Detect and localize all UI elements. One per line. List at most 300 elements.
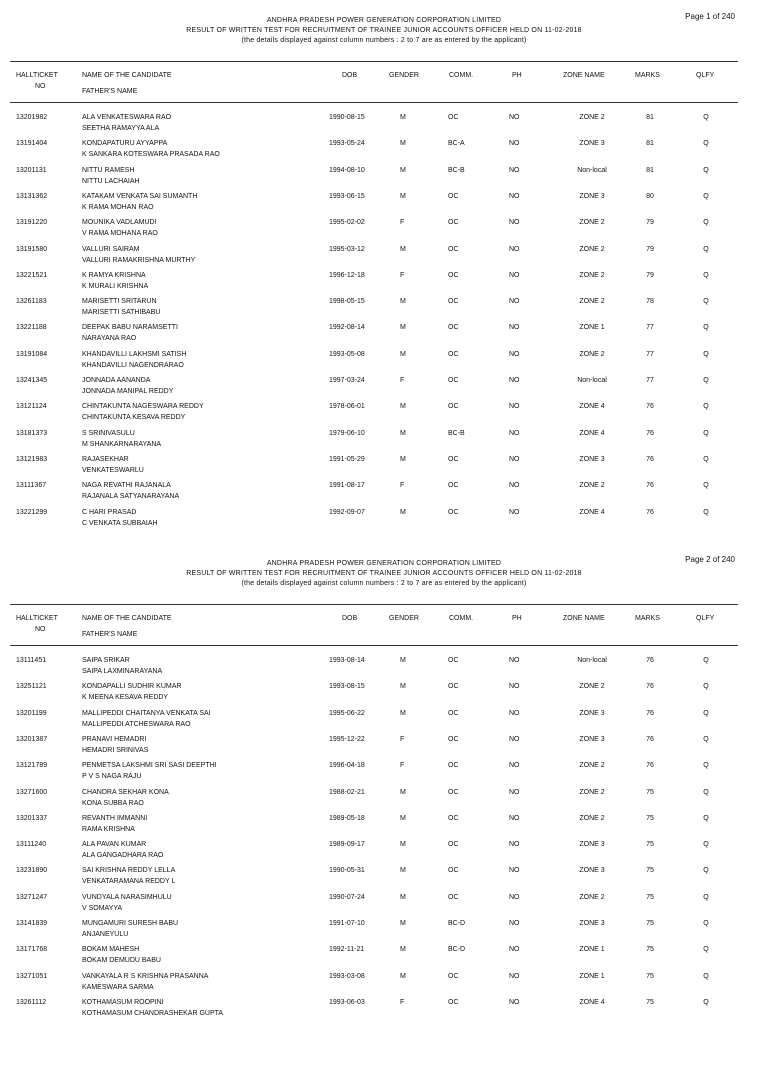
father-name: KOTHAMASUM CHANDRASHEKAR GUPTA (82, 1009, 224, 1017)
candidate-cell (82, 401, 204, 423)
community-cell: OC (448, 762, 459, 770)
ph-cell: NO (509, 972, 520, 980)
qlfy-cell: Q (703, 788, 709, 796)
community-cell: OC (448, 324, 459, 332)
marks-cell: 81 (646, 140, 654, 148)
col-ph: PH (512, 72, 522, 79)
candidate-cell (82, 322, 178, 344)
table-row (0, 217, 768, 243)
candidate-name: PRANAVI HEMADRI (82, 735, 147, 743)
community-cell: OC (448, 455, 459, 463)
marks-cell: 77 (646, 324, 654, 332)
candidate-cell (82, 918, 178, 940)
qlfy-cell: Q (703, 867, 709, 875)
gender-cell: M (400, 893, 406, 901)
gender-cell: M (400, 324, 406, 332)
dob-cell: 1990-05-31 (329, 867, 365, 875)
candidate-cell (82, 944, 161, 966)
hallticket-cell: 13221299 (16, 508, 48, 516)
community-cell: OC (448, 814, 459, 822)
ph-cell: NO (509, 998, 520, 1006)
community-cell: BC-D (448, 920, 466, 927)
hallticket-cell: 13221521 (16, 271, 48, 279)
ph-cell: NO (509, 867, 520, 875)
community-cell: OC (448, 893, 459, 901)
hallticket-cell: 13121124 (16, 403, 47, 411)
qlfy-cell: Q (703, 920, 709, 927)
col-candidate-name: NAME OF THE CANDIDATE (82, 615, 172, 622)
candidate-cell (82, 681, 181, 703)
table-row (0, 655, 768, 681)
marks-cell: 76 (646, 429, 654, 437)
candidate-cell (82, 997, 223, 1019)
ph-cell: NO (509, 762, 520, 770)
dob-cell: 1993-06-03 (329, 998, 365, 1006)
candidate-name: SAI KRISHNA REDDY LELLA (82, 867, 176, 875)
candidate-cell (82, 191, 197, 213)
table-row (0, 507, 768, 533)
applicant-note: (the details displayed against column numbers : 2 to 7 are as entered by the applicant) (241, 580, 527, 587)
father-name: K RAMA MOHAN RAO (82, 203, 154, 211)
col-dob: DOB (342, 615, 358, 622)
table-row (0, 165, 768, 191)
organization-title: ANDHRA PRADESH POWER GENERATION CORPORATION LIMITED (266, 17, 502, 24)
qlfy-cell: Q (703, 219, 709, 227)
qlfy-cell: Q (703, 114, 709, 121)
candidate-cell (82, 734, 148, 756)
candidate-name: NITTU RAMESH (82, 166, 135, 174)
candidate-name: KOTHAMASUM ROOPINI (82, 998, 164, 1006)
hallticket-cell: 13261112 (16, 998, 47, 1006)
gender-cell: F (400, 482, 405, 490)
ph-cell: NO (509, 508, 520, 516)
zone-cell: ZONE 2 (579, 788, 605, 796)
hallticket-cell: 13191084 (16, 350, 48, 358)
community-cell: OC (448, 114, 459, 121)
qlfy-cell: Q (703, 508, 709, 516)
hallticket-cell: 13271247 (16, 893, 48, 901)
father-name: KAMESWARA SARMA (82, 983, 154, 991)
dob-cell: 1990-08-15 (329, 114, 365, 121)
candidate-name: VALLURI SAIRAM (82, 245, 140, 253)
table-row (0, 708, 768, 734)
community-cell: OC (448, 508, 459, 516)
father-name: CHINTAKUNTA KESAVA REDDY (82, 414, 186, 422)
community-cell: OC (448, 841, 459, 849)
hallticket-cell: 13241345 (16, 377, 48, 384)
community-cell: OC (448, 972, 459, 980)
table-row (0, 454, 768, 480)
candidate-cell (82, 244, 195, 266)
candidate-name: CHINTAKUNTA NAGESWARA REDDY (82, 403, 204, 411)
gender-cell: M (400, 788, 406, 796)
zone-cell: ZONE 3 (579, 735, 605, 743)
table-row (0, 813, 768, 839)
candidate-name: MOUNIKA VADLAMUDI (82, 219, 157, 227)
dob-cell: 1993-05-08 (329, 350, 365, 358)
table-row (0, 428, 768, 454)
marks-cell: 75 (646, 972, 654, 980)
dob-cell: 1993-08-15 (329, 683, 365, 691)
marks-cell: 75 (646, 946, 654, 954)
zone-cell: ZONE 3 (579, 841, 605, 849)
father-name: ALA GANGADHARA RAO (82, 852, 164, 860)
ph-cell: NO (509, 271, 520, 279)
col-hallticket: HALLTICKET (16, 72, 58, 79)
candidate-cell (82, 296, 160, 318)
table-row (0, 681, 768, 707)
col-hallticket-no: NO (35, 83, 46, 90)
hallticket-cell: 13141839 (16, 920, 48, 927)
hallticket-cell: 13191220 (16, 219, 48, 227)
zone-cell: ZONE 2 (579, 814, 605, 822)
col-gender: GENDER (389, 615, 419, 622)
gender-cell: F (400, 762, 405, 770)
dob-cell: 1989-09-17 (329, 841, 365, 849)
marks-cell: 79 (646, 219, 654, 227)
marks-cell: 75 (646, 814, 654, 822)
dob-cell: 1995-02-02 (329, 219, 365, 227)
qlfy-cell: Q (703, 245, 709, 253)
marks-cell: 75 (646, 867, 654, 875)
marks-cell: 75 (646, 998, 654, 1006)
candidate-cell (82, 507, 158, 529)
candidate-name: CHANDRA SEKHAR KONA (82, 788, 169, 796)
dob-cell: 1978-06-01 (329, 403, 365, 411)
col-marks: MARKS (635, 615, 660, 622)
candidate-cell (82, 813, 147, 835)
father-name: V RAMA MOHANA RAO (82, 230, 158, 238)
candidate-cell (82, 760, 217, 782)
zone-cell: ZONE 3 (579, 140, 605, 148)
candidate-name: NAGA REVATHI RAJANALA (82, 482, 171, 490)
dob-cell: 1990-07-24 (329, 893, 365, 901)
zone-cell: ZONE 2 (579, 114, 605, 121)
col-ph: PH (512, 615, 522, 622)
result-page (0, 543, 768, 1083)
candidate-cell (82, 165, 140, 187)
candidate-name: C HARI PRASAD (82, 508, 137, 516)
marks-cell: 81 (646, 166, 654, 174)
dob-cell: 1992-11-21 (329, 946, 365, 954)
col-zone-name: ZONE NAME (563, 615, 605, 622)
community-cell: OC (448, 867, 459, 875)
qlfy-cell: Q (703, 972, 709, 980)
table-row (0, 322, 768, 348)
gender-cell: M (400, 508, 406, 516)
community-cell: OC (448, 683, 459, 691)
hallticket-cell: 13271600 (16, 788, 48, 796)
marks-cell: 75 (646, 920, 654, 927)
dob-cell: 1993-08-14 (329, 657, 365, 664)
zone-cell: ZONE 2 (579, 893, 605, 901)
zone-cell: ZONE 3 (579, 192, 605, 200)
zone-cell: ZONE 1 (579, 324, 605, 332)
qlfy-cell: Q (703, 762, 709, 770)
gender-cell: F (400, 271, 405, 279)
community-cell: OC (448, 245, 459, 253)
candidate-cell (82, 112, 171, 134)
table-row (0, 401, 768, 427)
father-name: KHANDAVILLI NAGENDRARAO (82, 361, 184, 369)
zone-cell: ZONE 4 (579, 998, 605, 1006)
dob-cell: 1991-08-17 (329, 482, 365, 490)
col-qlfy: QLFY (696, 72, 715, 79)
father-name: MARISETTI SATHIBABU (82, 309, 161, 317)
zone-cell: ZONE 4 (579, 508, 605, 516)
result-title: RESULT OF WRITTEN TEST FOR RECRUITMENT OF TRAINEE JUNIOR ACCOUNTS OFFICER HELD ON 11-02-2018 (186, 570, 582, 577)
zone-cell: ZONE 2 (579, 245, 605, 253)
zone-cell: Non-local (577, 377, 607, 384)
table-row (0, 918, 768, 944)
table-row (0, 971, 768, 997)
ph-cell: NO (509, 377, 520, 384)
candidate-name: RAJASEKHAR (82, 455, 129, 463)
zone-cell: ZONE 2 (579, 762, 605, 770)
gender-cell: M (400, 657, 406, 664)
result-page (0, 0, 768, 540)
result-title: RESULT OF WRITTEN TEST FOR RECRUITMENT OF TRAINEE JUNIOR ACCOUNTS OFFICER HELD ON 11-02-2018 (186, 27, 582, 34)
candidate-name: REVANTH IMMANNI (82, 814, 148, 822)
col-father-name: FATHER'S NAME (82, 88, 138, 95)
father-name: RAMA KRISHNA (82, 825, 135, 833)
table-row (0, 349, 768, 375)
dob-cell: 1993-05-24 (329, 140, 365, 148)
qlfy-cell: Q (703, 998, 709, 1006)
marks-cell: 80 (646, 192, 654, 200)
qlfy-cell: Q (703, 324, 709, 332)
dob-cell: 1995-03-12 (329, 245, 365, 253)
hallticket-cell: 13201337 (16, 814, 48, 822)
marks-cell: 76 (646, 762, 654, 770)
header-bottom-rule (10, 645, 738, 646)
qlfy-cell: Q (703, 893, 709, 901)
zone-cell: ZONE 2 (579, 298, 605, 306)
marks-cell: 76 (646, 683, 654, 691)
community-cell: BC-B (448, 429, 465, 437)
qlfy-cell: Q (703, 482, 709, 490)
qlfy-cell: Q (703, 709, 709, 717)
qlfy-cell: Q (703, 683, 709, 691)
col-father-name: FATHER'S NAME (82, 631, 138, 638)
table-row (0, 270, 768, 296)
hallticket-cell: 13111240 (16, 841, 47, 849)
gender-cell: F (400, 377, 405, 384)
father-name: JONNADA MANIPAL REDDY (82, 388, 174, 395)
table-row (0, 375, 768, 401)
dob-cell: 1991-07-10 (329, 920, 365, 927)
community-cell: BC-B (448, 166, 465, 174)
zone-cell: ZONE 2 (579, 271, 605, 279)
marks-cell: 76 (646, 657, 654, 664)
candidate-cell (82, 839, 163, 861)
father-name: MALLIPEDDI ATCHESWARA RAO (82, 720, 191, 728)
hallticket-cell: 13121789 (16, 762, 48, 770)
gender-cell: M (400, 814, 406, 822)
col-qlfy: QLFY (696, 615, 715, 622)
community-cell: OC (448, 377, 459, 384)
father-name: SAIPA LAXMINARAYANA (82, 668, 163, 675)
ph-cell: NO (509, 814, 520, 822)
header-top-rule (10, 604, 738, 605)
community-cell: OC (448, 657, 459, 664)
qlfy-cell: Q (703, 350, 709, 358)
qlfy-cell: Q (703, 166, 709, 174)
hallticket-cell: 13251121 (16, 683, 47, 691)
header-top-rule (10, 61, 738, 62)
candidate-name: BOKAM MAHESH (82, 946, 140, 954)
table-row (0, 734, 768, 760)
gender-cell: F (400, 998, 405, 1006)
dob-cell: 1997-03-24 (329, 377, 365, 384)
zone-cell: ZONE 3 (579, 455, 605, 463)
father-name: VENKATESWARLU (82, 466, 144, 474)
qlfy-cell: Q (703, 841, 709, 849)
father-name: M SHANKARNARAYANA (82, 440, 162, 448)
marks-cell: 76 (646, 735, 654, 743)
candidate-cell (82, 217, 158, 239)
candidate-name: KONDAPATURU AYYAPPA (82, 140, 168, 148)
marks-cell: 76 (646, 482, 654, 490)
father-name: K MURALI KRISHNA (82, 282, 149, 290)
zone-cell: ZONE 2 (579, 482, 605, 490)
candidate-name: ALA PAVAN KUMAR (82, 841, 147, 849)
community-cell: OC (448, 482, 459, 490)
candidate-name: KATAKAM VENKATA SAI SUMANTH (82, 192, 198, 200)
zone-cell: ZONE 1 (579, 946, 605, 954)
table-row (0, 138, 768, 164)
dob-cell: 1991-05-29 (329, 455, 365, 463)
ph-cell: NO (509, 893, 520, 901)
gender-cell: F (400, 735, 405, 743)
ph-cell: NO (509, 455, 520, 463)
table-row (0, 997, 768, 1023)
marks-cell: 76 (646, 403, 654, 411)
community-cell: OC (448, 788, 459, 796)
candidate-cell (82, 270, 148, 292)
table-row (0, 480, 768, 506)
father-name: ANJANEYULU (82, 931, 129, 938)
qlfy-cell: Q (703, 735, 709, 743)
qlfy-cell: Q (703, 946, 709, 954)
candidate-name: JONNADA AANANDA (82, 377, 151, 384)
ph-cell: NO (509, 403, 520, 411)
candidate-name: SAIPA SRIKAR (82, 657, 130, 664)
candidate-cell (82, 428, 161, 450)
zone-cell: ZONE 4 (579, 429, 605, 437)
ph-cell: NO (509, 429, 520, 437)
marks-cell: 78 (646, 298, 654, 306)
gender-cell: M (400, 403, 406, 411)
gender-cell: M (400, 709, 406, 717)
candidate-cell (82, 787, 169, 809)
community-cell: BC-D (448, 946, 466, 954)
zone-cell: Non-local (577, 166, 607, 174)
dob-cell: 1992-08-14 (329, 324, 365, 332)
hallticket-cell: 13191580 (16, 245, 48, 253)
qlfy-cell: Q (703, 192, 709, 200)
father-name: NITTU LACHAIAH (82, 177, 140, 185)
dob-cell: 1994-08-10 (329, 166, 365, 174)
dob-cell: 1989-05-18 (329, 814, 365, 822)
ph-cell: NO (509, 788, 520, 796)
gender-cell: M (400, 114, 406, 121)
community-cell: OC (448, 298, 459, 306)
table-row (0, 191, 768, 217)
col-dob: DOB (342, 72, 358, 79)
community-cell: BC-A (448, 140, 465, 148)
ph-cell: NO (509, 140, 520, 148)
community-cell: OC (448, 998, 459, 1006)
gender-cell: M (400, 841, 406, 849)
gender-cell: M (400, 140, 406, 148)
candidate-cell (82, 375, 173, 397)
marks-cell: 77 (646, 377, 654, 384)
dob-cell: 1993-06-15 (329, 192, 365, 200)
zone-cell: ZONE 2 (579, 350, 605, 358)
candidate-name: K RAMYA KRISHNA (82, 271, 146, 279)
ph-cell: NO (509, 298, 520, 306)
ph-cell: NO (509, 192, 520, 200)
dob-cell: 1992-09-07 (329, 508, 365, 516)
father-name: HEMADRI SRINIVAS (82, 746, 149, 754)
candidate-cell (82, 708, 211, 730)
zone-cell: ZONE 2 (579, 683, 605, 691)
community-cell: OC (448, 219, 459, 227)
zone-cell: ZONE 3 (579, 920, 605, 927)
candidate-cell (82, 454, 144, 476)
candidate-name: VANKAYALA R S KRISHNA PRASANNA (82, 972, 209, 980)
gender-cell: M (400, 867, 406, 875)
ph-cell: NO (509, 735, 520, 743)
gender-cell: M (400, 455, 406, 463)
dob-cell: 1993-03-08 (329, 972, 365, 980)
col-hallticket: HALLTICKET (16, 615, 58, 622)
candidate-name: MUNGAMURI SURESH BABU (82, 920, 179, 927)
col-candidate-name: NAME OF THE CANDIDATE (82, 72, 172, 79)
gender-cell: M (400, 350, 406, 358)
marks-cell: 81 (646, 114, 654, 121)
qlfy-cell: Q (703, 403, 709, 411)
ph-cell: NO (509, 166, 520, 174)
candidate-name: ALA VENKATESWARA RAO (82, 114, 172, 121)
ph-cell: NO (509, 683, 520, 691)
ph-cell: NO (509, 245, 520, 253)
hallticket-cell: 13201387 (16, 735, 48, 743)
ph-cell: NO (509, 709, 520, 717)
hallticket-cell: 13111451 (16, 657, 47, 664)
table-row (0, 760, 768, 786)
qlfy-cell: Q (703, 657, 709, 664)
father-name: C VENKATA SUBBAIAH (82, 519, 158, 527)
father-name: RAJANALA SATYANARAYANA (82, 493, 180, 501)
ph-cell: NO (509, 324, 520, 332)
father-name: VALLURI RAMAKRISHNA MURTHY (82, 256, 196, 264)
hallticket-cell: 13201199 (16, 709, 47, 717)
candidate-cell (82, 138, 220, 160)
zone-cell: ZONE 3 (579, 709, 605, 717)
candidate-name: VUNDYALA NARASIMHULU (82, 893, 172, 901)
candidate-name: MARISETTI SRITARUN (82, 298, 157, 306)
dob-cell: 1995-06-22 (329, 709, 365, 717)
hallticket-cell: 13131362 (16, 192, 48, 200)
gender-cell: M (400, 920, 406, 927)
marks-cell: 79 (646, 271, 654, 279)
ph-cell: NO (509, 482, 520, 490)
col-gender: GENDER (389, 72, 419, 79)
marks-cell: 75 (646, 841, 654, 849)
table-row (0, 244, 768, 270)
